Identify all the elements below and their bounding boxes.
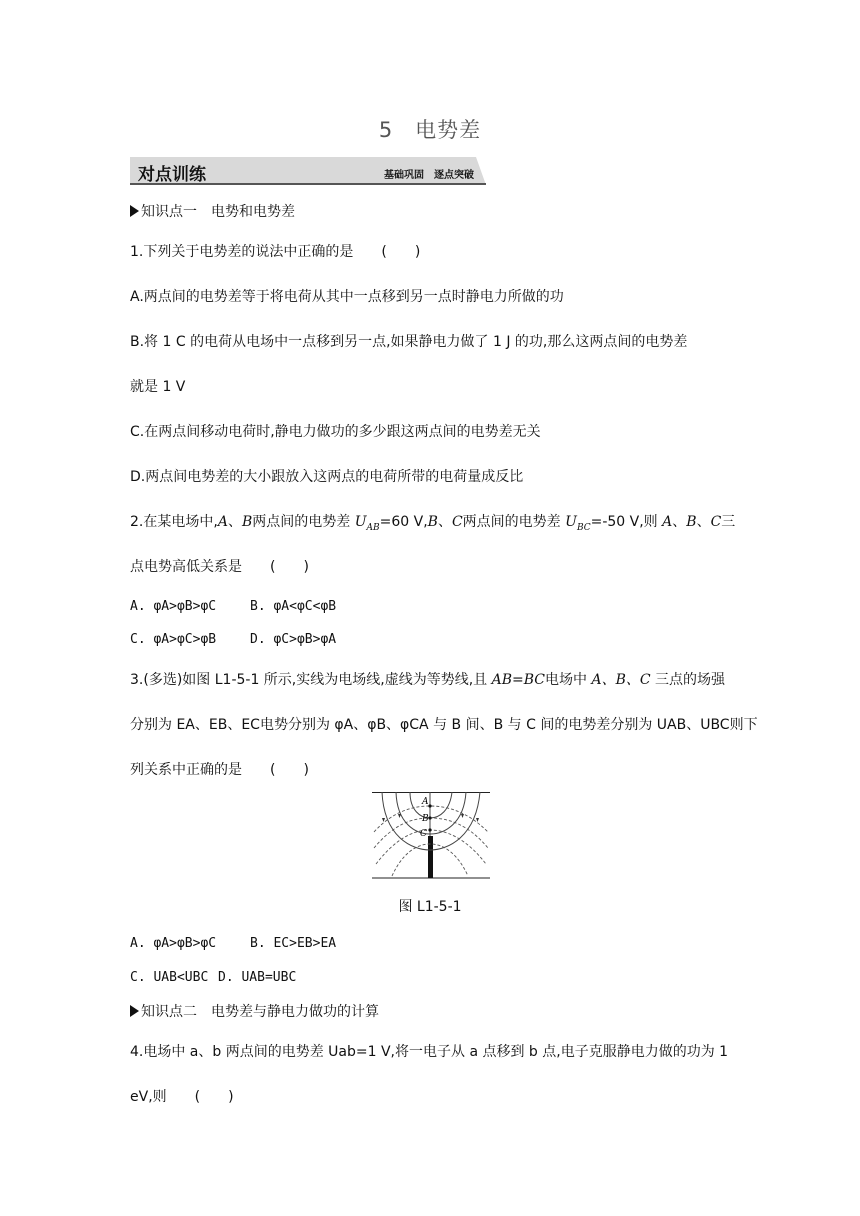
triangle-marker-icon [130,205,139,217]
q3-stem-line1: 3.(多选)如图 L1-5-1 所示,实线为电场线,虚线为等势线,且 AB=BC电场中 A、B、C 三点的场强 [130,672,726,688]
q2-option-a: A. φA>φB>φC [130,599,217,614]
q1-option-a: A.两点间的电势差等于将电荷从其中一点移到另一点时静电力所做的功 [130,289,564,305]
q3-option-c: C. UAB<UBC [130,970,209,985]
section-heading-2: 知识点二 电势差与静电力做功的计算 [130,1002,379,1022]
q2-option-b: B. φA<φC<φB [250,599,337,614]
q2-stem-line1: 2.在某电场中,A、B两点间的电势差 $U_{AB}=60$ V,B、C两点间的电势差 $U_{BC}=-50$ V,则 A、B、C三 [130,514,736,533]
q3-option-d: D. UAB=UBC [218,970,297,985]
triangle-marker-icon [130,1005,139,1017]
q4-stem-line2: eV,则 ( ) [130,1089,234,1105]
electric-field-figure [372,792,490,880]
q2-option-d: D. φC>φB>φA [250,632,337,647]
q1-option-d: D.两点间电势差的大小跟放入这两点的电荷所带的电荷量成反比 [130,469,524,485]
section-heading-1: 知识点一 电势和电势差 [130,202,295,222]
page-title: 5 电势差 [378,118,482,142]
q3-option-a: A. φA>φB>φC [130,936,217,951]
section-banner [130,157,486,185]
point-a-label: A [422,797,429,807]
point-b-label: B [422,814,429,824]
banner-subtitle: 基础巩固 逐点突破 [384,170,474,181]
q3-stem-line2: 分别为 EA、EB、EC电势分别为 φA、φB、φCA 与 B 间、B 与 C 间的电势差分别为 UAB、UBC则下 [130,717,758,733]
q2-stem-line2: 点电势高低关系是 ( ) [130,559,309,575]
point-c-label: C [420,829,427,839]
banner-title: 对点训练 [138,165,206,185]
q3-option-b: B. EC>EB>EA [250,936,337,951]
q2-option-c: C. φA>φC>φB [130,632,217,647]
field-lines-diagram [372,792,490,880]
q1-stem: 1.下列关于电势差的说法中正确的是 ( ) [130,244,421,260]
q1-option-b-line1: B.将 1 C 的电荷从电场中一点移到另一点,如果静电力做了 1 J 的功,那么这两点间的电势差 [130,334,688,350]
q3-stem-line3: 列关系中正确的是 ( ) [130,762,309,778]
q4-stem-line1: 4.电场中 a、b 两点间的电势差 Uab=1 V,将一电子从 a 点移到 b 点,电子克服静电力做的功为 1 [130,1044,729,1060]
figure-caption: 图 L1-5-1 [398,899,462,915]
q1-option-b-line2: 就是 1 V [130,379,186,395]
q1-option-c: C.在两点间移动电荷时,静电力做功的多少跟这两点间的电势差无关 [130,424,541,440]
